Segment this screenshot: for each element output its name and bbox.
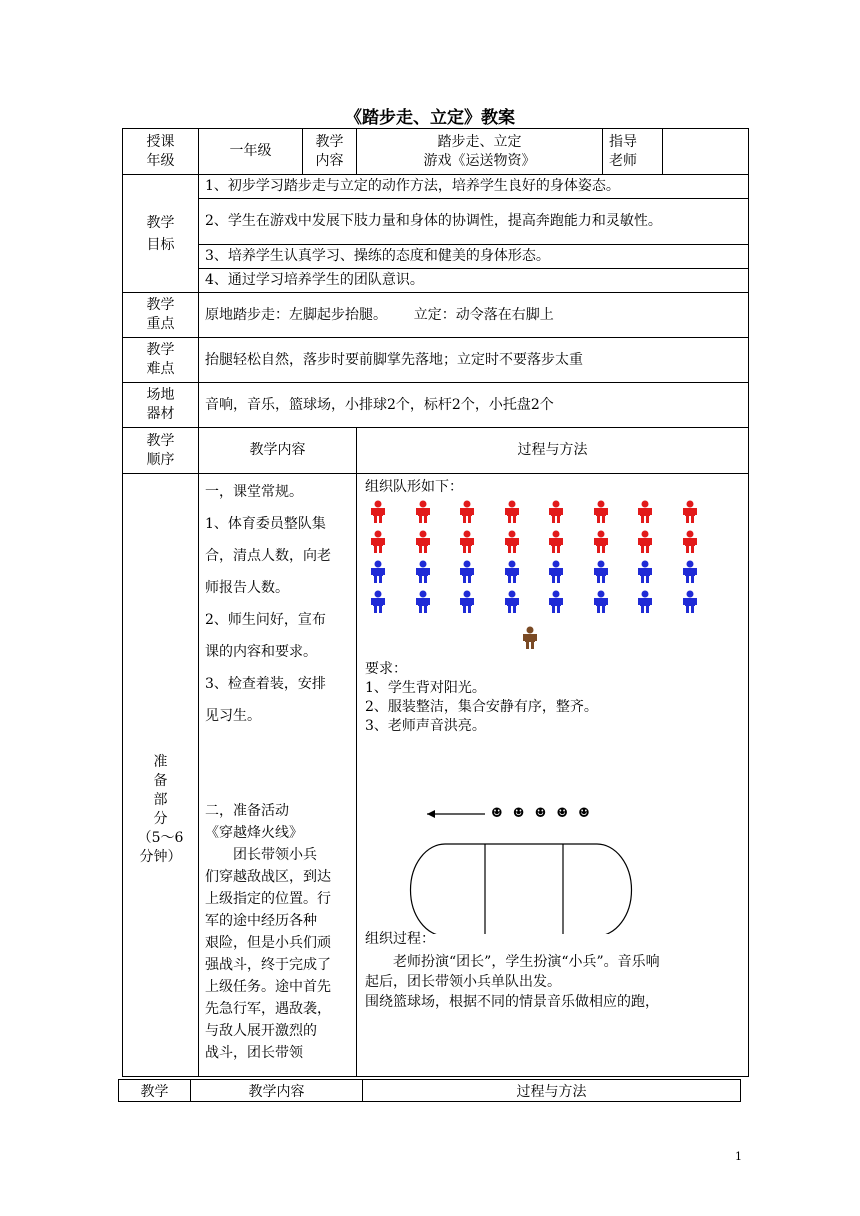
prep-label: [123, 474, 199, 1077]
student-figure-icon: [460, 500, 472, 524]
org-title: 组织过程：: [365, 931, 435, 947]
goal-item: 2、学生在游戏中发展下肢力量和身体的协调性，提高奔跑能力和灵敏性。: [199, 199, 749, 245]
order-label: 教学 顺序: [123, 428, 199, 474]
process-line: 起后，团长带领小兵单队出发。: [365, 974, 561, 990]
requirement-line: 3、老师声音洪亮。: [365, 718, 486, 734]
next-page-header-table: [118, 1079, 741, 1102]
page-number: 1: [735, 1150, 742, 1163]
prep-content-line: 团长带领小兵: [205, 847, 317, 863]
prep-process: [357, 474, 749, 1077]
student-figure-icon: [460, 560, 472, 584]
requirement-line: 要求：: [365, 661, 407, 677]
student-figure-icon: [371, 560, 383, 584]
prep-label-line: （5～6: [137, 830, 184, 846]
prep-content-line: 与敌人展开激烈的: [205, 1023, 317, 1039]
prep-content-line: 一，课堂常规。: [205, 484, 303, 500]
prep-content-line: 强战斗，终于完成了: [205, 957, 331, 973]
equipment-text: 音响，音乐，篮球场，小排球2个，标杆2个，小托盘2个: [199, 383, 749, 428]
student-figure-icon: [683, 590, 695, 614]
student-figure-icon: [638, 530, 650, 554]
student-figure-icon: [371, 500, 383, 524]
col-content-header: 教学内容: [199, 428, 357, 474]
student-figure-icon: [371, 590, 383, 614]
col-process-header: 过程与方法: [357, 428, 749, 474]
student-figure-icon: [594, 530, 606, 554]
keypoints-text: 原地踏步走：左脚起步抬腿。 立定：动令落在右脚上: [199, 293, 749, 338]
difficulties-label: 教学 难点: [123, 338, 199, 383]
formation-title: 组织队形如下：: [365, 479, 463, 495]
footer-col3: 过程与方法: [363, 1080, 741, 1102]
teacher-label: 指导 老师: [603, 129, 663, 175]
student-dots: ☻ ☻ ☻ ☻ ☻: [491, 806, 593, 821]
student-figure-icon: [460, 590, 472, 614]
teacher-value: [663, 129, 749, 175]
prep-content-line: 艰险，但是小兵们顽: [205, 935, 331, 951]
content-label: 教学 内容: [303, 129, 357, 175]
goal-item: 3、培养学生认真学习、操练的态度和健美的身体形态。: [199, 245, 749, 269]
prep-content-line: 二，准备活动: [205, 803, 289, 819]
student-figure-icon: [683, 500, 695, 524]
goal-item: 1、初步学习踏步走与立定的动作方法，培养学生良好的身体姿态。: [199, 175, 749, 199]
lesson-plan-table: [122, 128, 749, 1077]
student-figure-icon: [683, 560, 695, 584]
student-figure-icon: [416, 590, 428, 614]
student-figure-icon: [594, 560, 606, 584]
requirement-line: 1、学生背对阳光。: [365, 680, 486, 696]
prep-content: [199, 474, 357, 1077]
content-value: 踏步走、立定 游戏《运送物资》: [357, 129, 603, 175]
prep-label-line: 准: [153, 754, 168, 770]
student-figure-icon: [638, 590, 650, 614]
prep-content-line: 先急行军，遇敌袭，: [205, 1001, 331, 1017]
student-figure-icon: [416, 500, 428, 524]
formation-diagram: [357, 498, 737, 658]
student-figure-icon: [549, 560, 561, 584]
footer-col2: 教学内容: [191, 1080, 363, 1102]
prep-content-line: 见习生。: [205, 708, 261, 724]
student-figure-icon: [549, 590, 561, 614]
prep-content-line: 军的途中经历各种: [205, 913, 317, 929]
prep-content-line: 师报告人数。: [205, 580, 289, 596]
teacher-figure-icon: [523, 626, 535, 650]
student-figure-icon: [549, 500, 561, 524]
student-figure-icon: [505, 560, 517, 584]
student-figure-icon: [505, 530, 517, 554]
prep-content-line: 们穿越敌战区，到达: [205, 869, 331, 885]
difficulties-text: 抬腿轻松自然，落步时要前脚掌先落地；立定时不要落步太重: [199, 338, 749, 383]
prep-content-line: 上级指定的位置。行: [205, 891, 331, 907]
student-figure-icon: [638, 560, 650, 584]
requirement-line: 2、服装整洁，集合安静有序，整齐。: [365, 699, 598, 715]
prep-content-line: 课的内容和要求。: [205, 644, 317, 660]
student-figure-icon: [594, 590, 606, 614]
prep-label-line: 分: [153, 811, 168, 827]
prep-content-line: 1、体育委员整队集: [205, 516, 326, 532]
process-line: 老师扮演“团长”，学生扮演“小兵”。音乐响: [365, 954, 660, 970]
prep-label-line: 备: [153, 773, 168, 789]
grade-label: 授课 年级: [123, 129, 199, 175]
prep-content-line: 《穿越烽火线》: [205, 825, 303, 841]
prep-content-line: 2、师生问好，宣布: [205, 612, 326, 628]
goals-label: 教学 目标: [123, 175, 199, 293]
student-figure-icon: [594, 500, 606, 524]
prep-label-line: 分钟）: [139, 849, 182, 865]
process-line: 围绕篮球场，根据不同的情景音乐做相应的跑，: [365, 994, 659, 1010]
equipment-label: 场地 器材: [123, 383, 199, 428]
student-figure-icon: [683, 530, 695, 554]
prep-content-line: 合，清点人数，向老: [205, 548, 331, 564]
student-figure-icon: [505, 500, 517, 524]
goal-item: 4、通过学习培养学生的团队意识。: [199, 269, 749, 293]
prep-content-line: 3、检查着装，安排: [205, 676, 326, 692]
footer-col1: 教学: [119, 1080, 191, 1102]
keypoints-label: 教学 重点: [123, 293, 199, 338]
student-figure-icon: [638, 500, 650, 524]
prep-label-line: 部: [153, 792, 168, 808]
student-figure-icon: [549, 530, 561, 554]
student-figure-icon: [371, 530, 383, 554]
prep-content-line: 战斗，团长带领: [205, 1045, 303, 1061]
student-figure-icon: [505, 590, 517, 614]
student-figure-icon: [416, 530, 428, 554]
student-figure-icon: [460, 530, 472, 554]
student-figure-icon: [416, 560, 428, 584]
page-title: 《踏步走、立定》教案: [345, 108, 515, 128]
grade-value: 一年级: [199, 129, 303, 175]
prep-content-line: 上级任务。途中首先: [205, 979, 331, 995]
